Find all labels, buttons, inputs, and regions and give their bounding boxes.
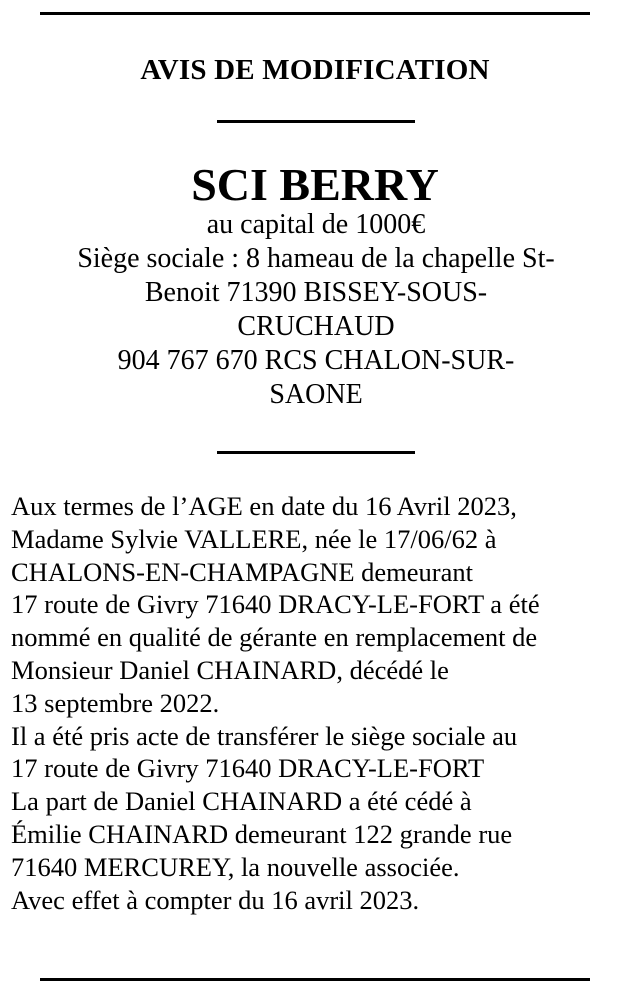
body-line: Aux termes de l’AGE en date du 16 Avril 2023, (11, 491, 517, 521)
top-divider (40, 12, 590, 15)
body-line: Avec effet à compter du 16 avril 2023. (11, 884, 420, 915)
notice-body (11, 490, 626, 916)
capital-line: au capital de 1000€ (206, 209, 426, 240)
bottom-divider (40, 978, 590, 981)
company-details (10, 208, 622, 412)
body-line: Monsieur Daniel CHAINARD, décédé le (11, 654, 449, 685)
address-line-1: Siège sociale : 8 hameau de la chapelle St- (77, 243, 555, 274)
rcs-line-1: 904 767 670 RCS CHALON-SUR- (117, 345, 515, 376)
body-line: CHALONS-EN-CHAMPAGNE demeurant (11, 556, 474, 587)
address-line-2: Benoit 71390 BISSEY-SOUS- (144, 277, 488, 308)
body-line: Émilie CHAINARD demeurant 122 grande rue (11, 818, 513, 849)
body-line: 13 septembre 2022. (11, 687, 220, 718)
details-divider (217, 451, 415, 454)
notice-heading: AVIS DE MODIFICATION (140, 54, 490, 86)
body-line: 17 route de Givry 71640 DRACY-LE-FORT (11, 753, 485, 784)
body-line: 17 route de Givry 71640 DRACY-LE-FORT a été (11, 589, 540, 620)
heading-divider (217, 120, 415, 123)
body-line: Madame Sylvie VALLERE, née le 17/06/62 à (11, 523, 497, 554)
company-name: SCI BERRY (191, 159, 439, 210)
body-line: Il a été pris acte de transférer le siège sociale au (11, 720, 518, 751)
body-line: 71640 MERCUREY, la nouvelle associée. (11, 851, 460, 882)
body-line: La part de Daniel CHAINARD a été cédé à (11, 786, 472, 817)
rcs-line-2: SAONE (269, 379, 363, 410)
body-line: nommé en qualité de gérante en remplacement de (11, 622, 538, 653)
address-line-3: CRUCHAUD (237, 311, 395, 342)
